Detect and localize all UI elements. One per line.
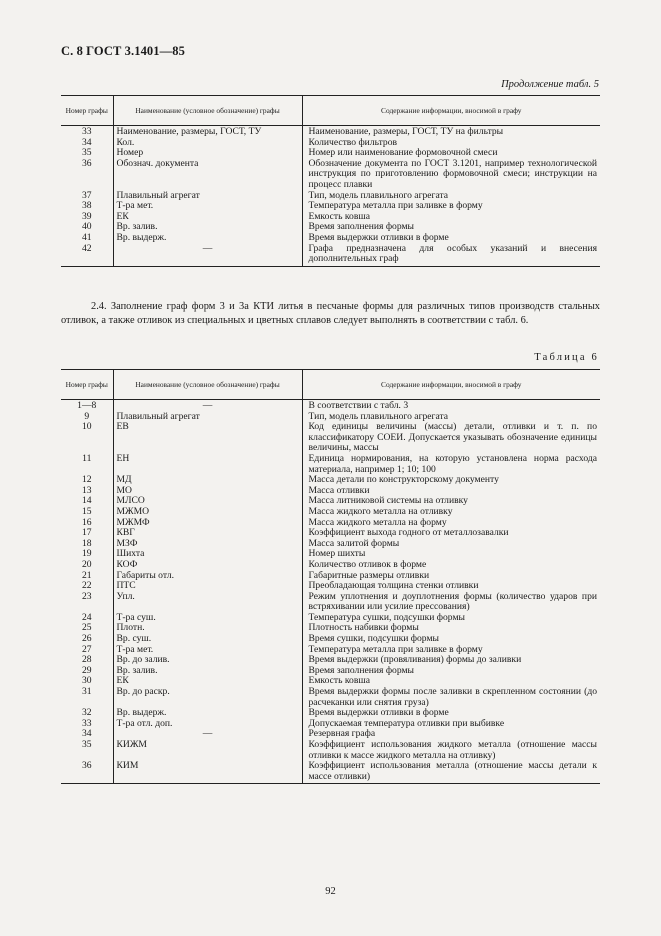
row-number: 39 xyxy=(81,210,92,222)
row-number: 33 xyxy=(81,126,92,137)
row-name: Вр. выдерж. xyxy=(113,233,302,244)
table-row xyxy=(61,687,600,708)
row-content: Плотность набивки формы xyxy=(302,623,600,634)
row-content: Количество фильтров xyxy=(302,138,600,149)
row-name: Наименование, размеры, ГОСТ, ТУ xyxy=(113,126,302,138)
row-number: 28 xyxy=(81,654,92,666)
row-name: ЕН xyxy=(113,454,302,475)
table-row xyxy=(61,507,600,518)
row-number: 36 xyxy=(81,157,92,169)
table-row xyxy=(61,740,600,761)
row-content: Масса жидкого металла на отливку xyxy=(302,507,600,518)
row-number: 10 xyxy=(81,421,92,433)
row-number: 29 xyxy=(81,664,92,676)
row-name: Упл. xyxy=(113,592,302,613)
row-number: 37 xyxy=(81,189,92,201)
row-name: Т-ра мет. xyxy=(113,201,302,212)
table6-header-row xyxy=(61,370,600,400)
row-number: 15 xyxy=(81,505,92,517)
row-content: Температура металла при заливке в форму xyxy=(302,201,600,212)
row-number: 1—8 xyxy=(77,400,97,411)
row-content: Время выдержки отливки в форме xyxy=(302,233,600,244)
row-name: Плотн. xyxy=(113,623,302,634)
row-content: Наименование, размеры, ГОСТ, ТУ на фильтры xyxy=(302,126,600,138)
table-row xyxy=(61,454,600,475)
row-number: 17 xyxy=(81,527,92,539)
col-header-number: Номер графы xyxy=(61,96,113,126)
row-number: 12 xyxy=(81,474,92,486)
row-content: Время выдержки отливки в форме xyxy=(302,708,600,719)
row-number: 42 xyxy=(61,244,113,267)
table-6 xyxy=(61,369,600,784)
row-content: Емкость ковша xyxy=(302,676,600,687)
page-number: 92 xyxy=(325,886,336,897)
row-content: Преобладающая толщина стенки отливки xyxy=(302,581,600,592)
row-name: КИЖМ xyxy=(113,740,302,761)
table-row xyxy=(61,560,600,571)
row-name: Т-ра отл. доп. xyxy=(113,719,302,730)
row-name: ЕВ xyxy=(113,422,302,454)
row-content: Емкость ковша xyxy=(302,212,600,223)
row-content: Номер или наименование формовочной смеси xyxy=(302,148,600,159)
row-name: — xyxy=(113,400,302,412)
table-row xyxy=(61,761,600,784)
row-content: Единица нормирования, на которую установлена норма расхода материала, например 1; 10; 100 xyxy=(302,454,600,475)
table-row xyxy=(61,126,600,138)
row-number: 31 xyxy=(81,686,92,698)
row-name: КОФ xyxy=(113,560,302,571)
row-name: Кол. xyxy=(113,138,302,149)
row-content: Тип, модель плавильного агрегата xyxy=(302,191,600,202)
row-content: Количество отливок в форме xyxy=(302,560,600,571)
row-content: Масса детали по конструкторскому документу xyxy=(302,475,600,486)
row-content: Масса жидкого металла на форму xyxy=(302,518,600,529)
row-content: Допускаемая температура отливки при выбивке xyxy=(302,719,600,730)
row-name: МЖМО xyxy=(113,507,302,518)
row-content: Габаритные размеры отливки xyxy=(302,571,600,582)
row-content: Масса отливки xyxy=(302,486,600,497)
row-name: Вр. суш. xyxy=(113,634,302,645)
row-name: Шихта xyxy=(113,549,302,560)
row-number: 19 xyxy=(81,548,92,560)
col-header-name: Наименование (условное обозначение) графы xyxy=(113,96,302,126)
row-name: ПТС xyxy=(113,581,302,592)
row-content: Время сушки, подсушки формы xyxy=(302,634,600,645)
row-name: Вр. до раскр. xyxy=(113,687,302,708)
row-content: Масса залитой формы xyxy=(302,539,600,550)
row-number: 36 xyxy=(61,761,113,784)
row-name: МЛСО xyxy=(113,496,302,507)
row-content: Резервная графа xyxy=(302,729,600,740)
row-number: 23 xyxy=(81,590,92,602)
row-number: 20 xyxy=(81,558,92,570)
row-content: Коэффициент выхода годного от металлозавалки xyxy=(302,528,600,539)
row-number: 41 xyxy=(81,231,92,243)
row-number: 11 xyxy=(82,452,92,464)
row-number: 27 xyxy=(81,643,92,655)
row-content: Время заполнения формы xyxy=(302,666,600,677)
table-row xyxy=(61,400,600,412)
table-row xyxy=(61,159,600,191)
row-content: Режим уплотнения и доуплотнения формы (количество ударов при встряхивании или усилие прессования) xyxy=(302,592,600,613)
row-number: 13 xyxy=(81,484,92,496)
row-name: Плавильный агрегат xyxy=(113,412,302,423)
row-number: 9 xyxy=(84,410,90,422)
row-content: Температура металла при заливке в форму xyxy=(302,645,600,656)
table-row xyxy=(61,233,600,244)
row-number: 26 xyxy=(81,633,92,645)
table5-header-row xyxy=(61,96,600,126)
row-content: Масса литниковой системы на отливку xyxy=(302,496,600,507)
row-content: Температура сушки, подсушки формы xyxy=(302,613,600,624)
row-number: 38 xyxy=(81,200,92,212)
row-number: 24 xyxy=(81,611,92,623)
row-number: 34 xyxy=(81,136,92,148)
paragraph-2-4: 2.4. Заполнение граф форм 3 и 3а КТИ литья в песчаные формы для различных типов производств стальных отливок, а также отливок из специальных и цветных сплавов следует выполнять в соответствии с табл. 6. xyxy=(61,301,600,326)
row-name: Вр. залив. xyxy=(113,222,302,233)
row-number: 32 xyxy=(81,707,92,719)
row-number: 34 xyxy=(81,728,92,740)
row-number: 21 xyxy=(81,569,92,581)
row-content: Графа предназначена для особых указаний и внесения дополнительных граф xyxy=(302,244,600,267)
table-row xyxy=(61,422,600,454)
row-name: МЖМФ xyxy=(113,518,302,529)
table-5 xyxy=(61,95,600,267)
row-number: 22 xyxy=(81,580,92,592)
row-name: ЕК xyxy=(113,212,302,223)
row-name: Номер xyxy=(113,148,302,159)
row-name: КИМ xyxy=(113,761,302,784)
col-header-content: Содержание информации, вносимой в графу xyxy=(302,370,600,400)
row-number: 30 xyxy=(81,675,92,687)
row-number: 35 xyxy=(81,147,92,159)
row-name: Плавильный агрегат xyxy=(113,191,302,202)
row-content: Коэффициент использования металла (отношение массы детали к массе отливки) xyxy=(302,761,600,784)
col-header-number: Номер графы xyxy=(61,370,113,400)
row-content: Тип, модель плавильного агрегата xyxy=(302,412,600,423)
row-name: МЗФ xyxy=(113,539,302,550)
row-content: Коэффициент использования жидкого металла (отношение массы отливки к массе жидкого металла на отливку) xyxy=(302,740,600,761)
row-name: МО xyxy=(113,486,302,497)
row-name: ЕК xyxy=(113,676,302,687)
page-header: С. 8 ГОСТ 3.1401—85 xyxy=(61,44,185,58)
col-header-name: Наименование (условное обозначение) графы xyxy=(113,370,302,400)
row-name: — xyxy=(113,729,302,740)
row-content: В соответствии с табл. 3 xyxy=(302,400,600,412)
row-number: 25 xyxy=(81,622,92,634)
row-content: Время выдержки (провяливания) формы до заливки xyxy=(302,655,600,666)
row-number: 35 xyxy=(81,739,92,750)
row-content: Код единицы величины (массы) детали, отливки и т. п. по классификатору СОЕИ. Допускается указывать обозначение единицы величины, массы xyxy=(302,422,600,454)
row-name: Вр. до залив. xyxy=(113,655,302,666)
table6-caption: Таблица 6 xyxy=(534,352,599,363)
row-content: Время выдержки формы после заливки в скрепленном состоянии (до расчеканки или снятия груза) xyxy=(302,687,600,708)
row-number: 16 xyxy=(81,516,92,528)
row-name: Т-ра суш. xyxy=(113,613,302,624)
table-row xyxy=(61,244,600,267)
row-number: 14 xyxy=(81,495,92,507)
row-content: Номер шихты xyxy=(302,549,600,560)
row-name: Обознач. документа xyxy=(113,159,302,191)
row-number: 40 xyxy=(81,221,92,233)
row-name: — xyxy=(113,244,302,267)
row-number: 33 xyxy=(81,717,92,729)
row-name: МД xyxy=(113,475,302,486)
col-header-content: Содержание информации, вносимой в графу xyxy=(302,96,600,126)
row-content: Обозначение документа по ГОСТ 3.1201, например технологической инструкция по приготовлению формовочной смеси; инструкции на процесс плавки xyxy=(302,159,600,191)
row-name: Т-ра мет. xyxy=(113,645,302,656)
row-content: Время заполнения формы xyxy=(302,222,600,233)
row-name: КВГ xyxy=(113,528,302,539)
row-number: 18 xyxy=(81,537,92,549)
table5-continuation-label: Продолжение табл. 5 xyxy=(501,79,599,90)
row-name: Вр. выдерж. xyxy=(113,708,302,719)
row-name: Вр. залив. xyxy=(113,666,302,677)
table-row xyxy=(61,592,600,613)
row-name: Габариты отл. xyxy=(113,571,302,582)
